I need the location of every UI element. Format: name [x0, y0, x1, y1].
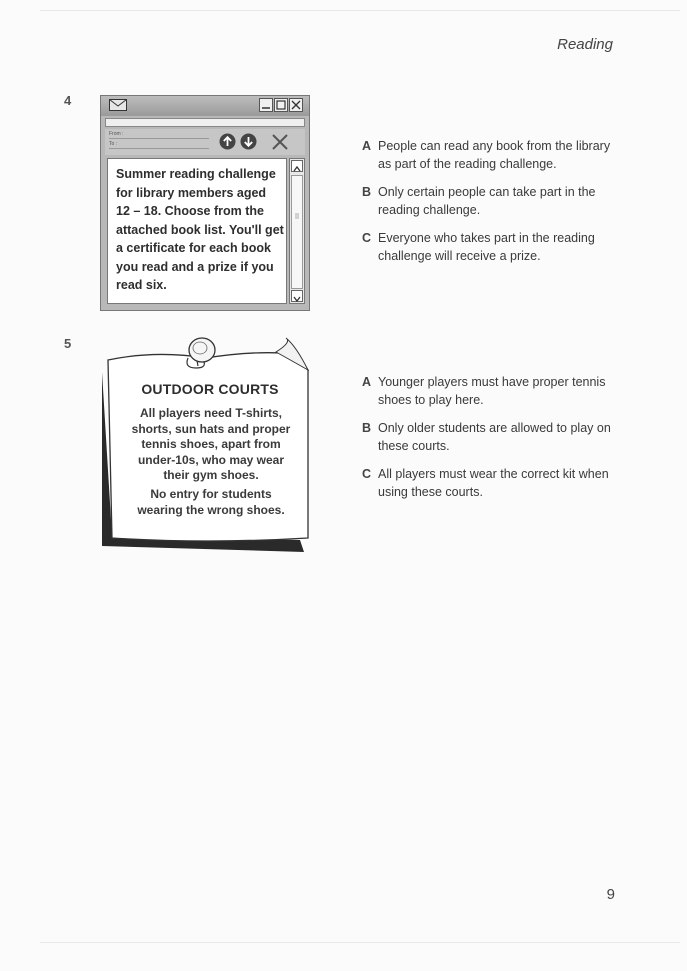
- option-text: Only older students are allowed to play on these courts.: [378, 421, 611, 453]
- option-text: Only certain people can take part in the reading challenge.: [378, 185, 596, 217]
- option-text: Everyone who takes part in the reading challenge will receive a prize.: [378, 231, 595, 263]
- page-number: 9: [606, 886, 615, 903]
- email-titlebar: [101, 96, 309, 116]
- top-divider: [40, 10, 680, 11]
- scroll-up-icon[interactable]: [291, 160, 303, 172]
- envelope-icon: [109, 99, 127, 111]
- to-line: [109, 148, 209, 149]
- notice-title: OUTDOOR COURTS: [141, 381, 279, 397]
- section-title: Reading: [557, 36, 613, 53]
- option-letter: C: [362, 231, 372, 245]
- option-text: Younger players must have proper tennis shoes to play here.: [378, 375, 606, 407]
- q4-option-a: [362, 138, 620, 173]
- q5-option-b: [362, 420, 620, 455]
- to-label: To :: [109, 141, 118, 147]
- from-line: [109, 138, 209, 139]
- question-number-4: 4: [64, 93, 72, 108]
- arrow-up-icon[interactable]: [219, 133, 236, 150]
- email-message-text: Summer reading challenge for library members aged 12 – 18. Choose from the attached book list. You'll get a certificate for each book you read and a prize if you read six.: [116, 167, 284, 292]
- arrow-down-icon[interactable]: [240, 133, 257, 150]
- option-letter: A: [362, 139, 372, 153]
- email-message-body: [107, 158, 287, 304]
- question-number-5: 5: [64, 336, 72, 351]
- q5-option-a: [362, 374, 620, 409]
- option-letter: C: [362, 467, 372, 481]
- close-icon[interactable]: [289, 98, 303, 112]
- notice-warning: No entry for students wearing the wrong shoes.: [137, 487, 285, 517]
- minimize-icon[interactable]: [259, 98, 273, 112]
- from-label: From :: [109, 131, 124, 137]
- email-window: [100, 95, 310, 311]
- q4-option-c: [362, 230, 620, 265]
- option-text: All players must wear the correct kit when using these courts.: [378, 467, 609, 499]
- scroll-down-icon[interactable]: [291, 290, 303, 302]
- email-scrollbar[interactable]: [289, 158, 305, 304]
- delete-x-icon[interactable]: [269, 132, 291, 152]
- option-letter: B: [362, 185, 372, 199]
- bottom-divider: [40, 942, 680, 943]
- option-letter: A: [362, 375, 372, 389]
- scroll-thumb[interactable]: [291, 175, 303, 289]
- q5-option-c: [362, 466, 620, 501]
- email-header-area: [105, 129, 305, 155]
- subject-bar: [105, 118, 305, 127]
- option-letter: B: [362, 421, 372, 435]
- notice-body: All players need T-shirts, shorts, sun hats and proper tennis shoes, apart from under-10s, who may wear their gym shoes.: [131, 406, 291, 482]
- maximize-icon[interactable]: [274, 98, 288, 112]
- option-text: People can read any book from the library as part of the reading challenge.: [378, 139, 611, 171]
- q4-option-b: [362, 184, 620, 219]
